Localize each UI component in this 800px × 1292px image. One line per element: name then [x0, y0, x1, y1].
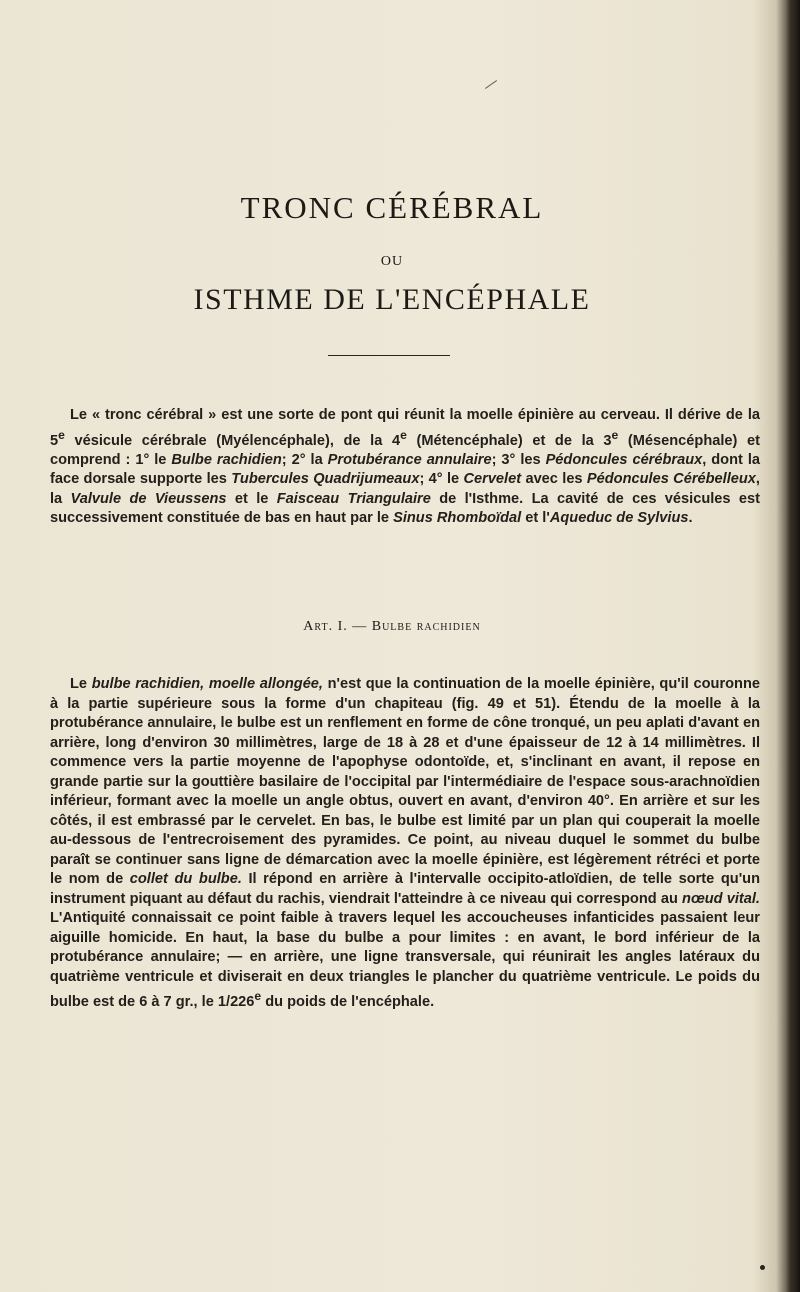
article-heading: [0, 618, 784, 635]
ink-spot: [760, 1265, 765, 1270]
chapter-title-conjunction: OU: [380, 254, 404, 269]
chapter-subtitle: ISTHME DE L'ENCÉPHALE: [193, 283, 591, 316]
chapter-title: TRONC CÉRÉBRAL: [240, 190, 544, 225]
page-edge-shadow: [786, 0, 800, 1292]
article-number: Art. I. —: [303, 619, 372, 634]
body-paragraph: Le bulbe rachidien, moelle allongée, n'est que la continuation de la moelle épinière, qu'il couronne à la partie supérieure sous la forme d'un chapiteau (fig. 49 et 51). Étendu de la moelle à la protubérance annulaire, le bulbe est un renflement en forme de cône tronqué, un peu aplati d'avant en arrière, long d'environ 30 millimètres, large de 18 à 28 et d'une épaisseur de 12 à 14 millimètres. Il commence vers la partie moyenne de l'apophyse odontoïde, et, s'inclinant en avant, il repose en grande partie sur la gouttière basilaire de l'occipital par l'intermédiaire de l'espace sous-arachnoïdien inférieur, formant avec la moelle un angle obtus, ouvert en avant, d'environ 40°. En arrière et sur les côtés, il est embrassé par le cervelet. En bas, le bulbe est limité par un plan qui couperait la moelle au-dessous de l'entrecroisement des pyramides. Ce point, au niveau duquel le sommet du bulbe paraît se continuer sans ligne de démarcation avec la moelle épinière, est légèrement rétréci et porte le nom de collet du bulbe. Il répond en arrière à l'intervalle occipito-atloïdien, de telle sorte qu'un instrument piquant au défaut du rachis, viendrait l'atteindre à ce niveau qui correspond au nœud vital. L'Antiquité connaissait ce point faible à travers lequel les accoucheuses infanticides passaient leur aiguille homicide. En haut, la base du bulbe a pour limites : en avant, le bord inférieur de la protubérance annulaire; — en arrière, une ligne transversale, qui réunirait les angles latéraux du quatrième ventricule et diviserait en deux triangles le plancher du quatrième ventricule. Le poids du bulbe est de 6 à 7 gr., le 1/226e du poids de l'encéphale.: [50, 676, 760, 1010]
intro-paragraph: Le « tronc cérébral » est une sorte de pont qui réunit la moelle épinière au cerveau. Il dérive de la 5e vésicule cérébrale (Myélencéphale), de la 4e (Métencéphale) et de la 3e (Mésencéphale) et comprend : 1° le Bulbe rachidien; 2° la Protubérance annulaire; 3° les Pédoncules cérébraux, dont la face dorsale supporte les Tubercules Quadrijumeaux; 4° le Cervelet avec les Pédoncules Cérébelleux, la Valvule de Vieussens et le Faisceau Triangulaire de l'Isthme. La cavité de ces vésicules est successivement constituée de bas en haut par le Sinus Rhomboïdal et l'Aqueduc de Sylvius.: [50, 407, 760, 527]
title-divider: [328, 355, 450, 356]
pencil-mark: [485, 80, 497, 89]
article-title: Bulbe rachidien: [371, 619, 481, 634]
